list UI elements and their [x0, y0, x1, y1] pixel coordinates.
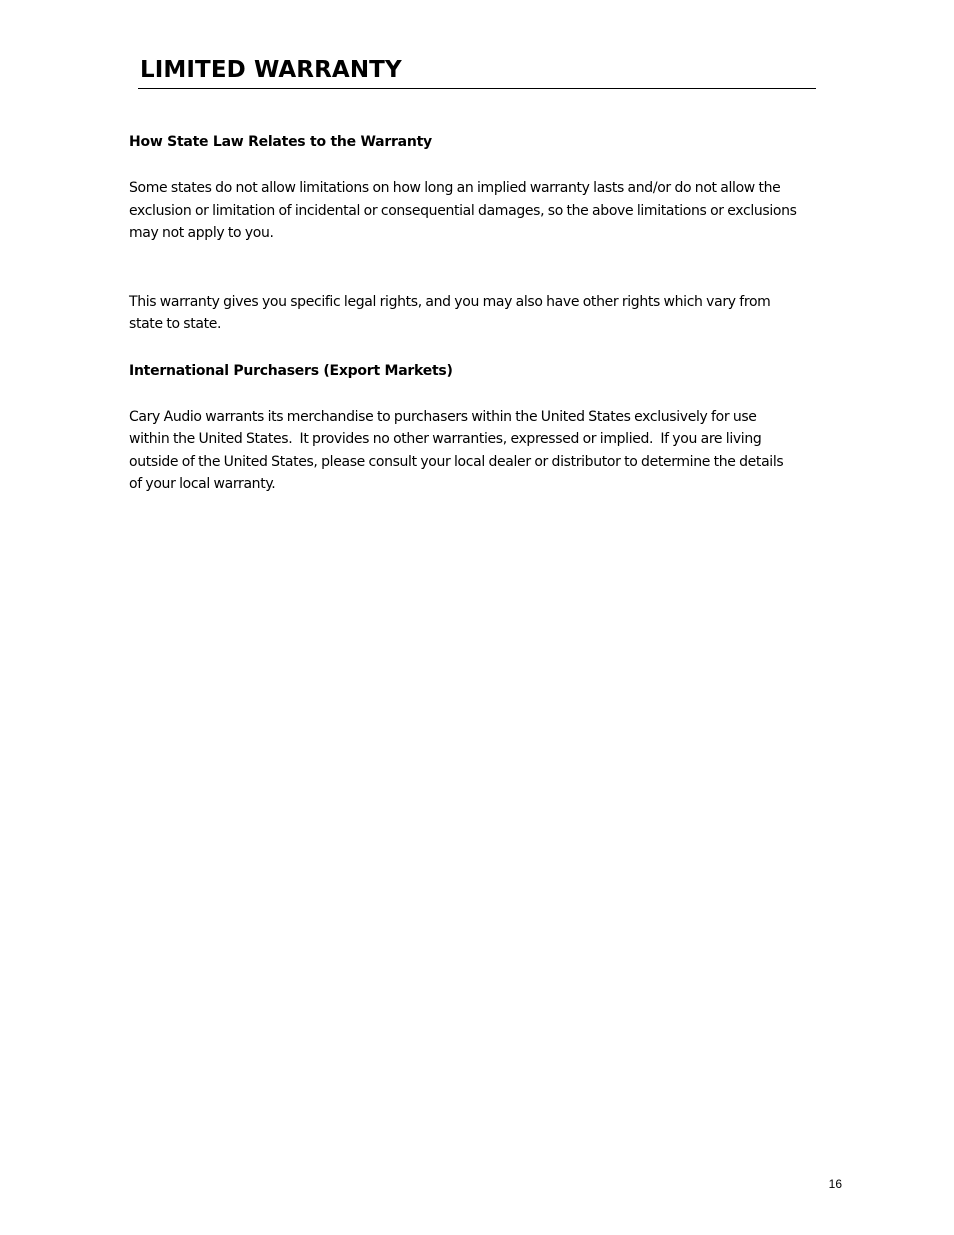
- paragraph-line: of your local warranty.: [129, 476, 276, 492]
- page-number: 16: [828, 1177, 842, 1191]
- paragraph-line: This warranty gives you specific legal rights, and you may also have other rights which vary from: [129, 293, 771, 310]
- spacer: [129, 245, 829, 291]
- paragraph-line: exclusion or limitation of incidental or consequential damages, so the above limitations or exclusions: [129, 202, 797, 219]
- spacer: [129, 382, 829, 406]
- page-title: LIMITED WARRANTY: [140, 57, 402, 83]
- page-content: [129, 131, 829, 496]
- paragraph-line: may not apply to you.: [129, 225, 274, 241]
- spacer: [129, 153, 829, 177]
- paragraph-line: outside of the United States, please consult your local dealer or distributor to determine the details: [129, 453, 784, 470]
- page-header: [138, 54, 816, 89]
- paragraph-international-warranty: [129, 406, 829, 496]
- paragraph-line: Cary Audio warrants its merchandise to purchasers within the United States exclusively for use: [129, 408, 757, 425]
- paragraph-line: state to state.: [129, 316, 222, 332]
- paragraph-state-limitations: [129, 177, 829, 245]
- section-heading-international: International Purchasers (Export Markets): [129, 362, 453, 379]
- spacer: [129, 336, 829, 360]
- paragraph-legal-rights: [129, 291, 829, 336]
- paragraph-line: within the United States. It provides no other warranties, expressed or implied. If you are living: [129, 431, 762, 447]
- paragraph-line: Some states do not allow limitations on how long an implied warranty lasts and/or do not allow the: [129, 180, 781, 196]
- section-heading-state-law: How State Law Relates to the Warranty: [129, 134, 432, 150]
